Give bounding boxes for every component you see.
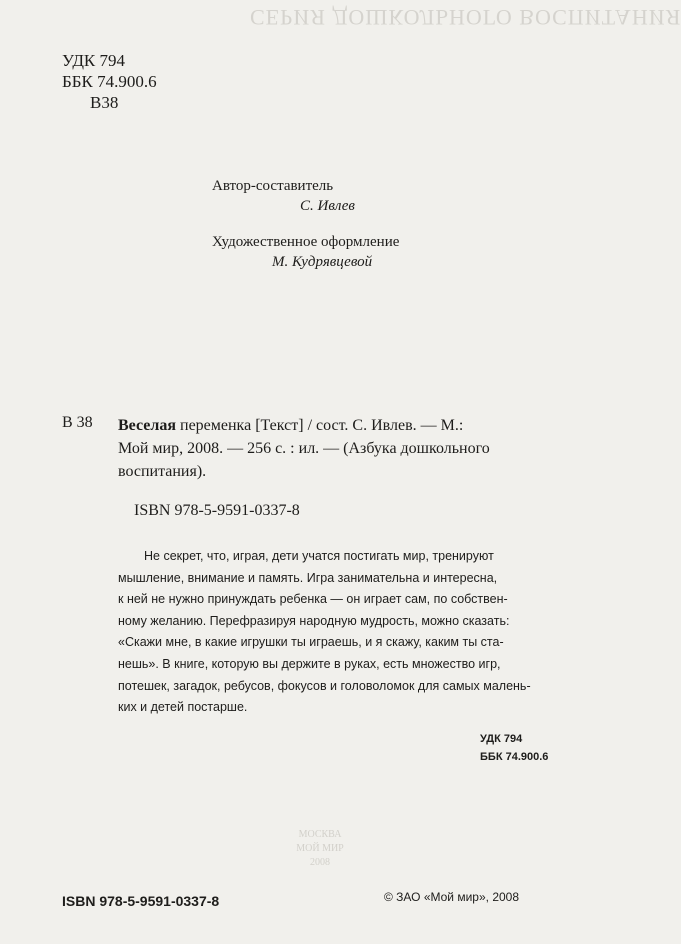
annotation-line: ких и детей постарше. xyxy=(118,700,248,715)
annotation-line: к ней не нужно принуждать ребенка — он играет сам, по собствен- xyxy=(118,592,508,607)
bleed-through-header: СЕРИЯ ДОШКОЛЬНОГО ВОСПИТАНИЯ xyxy=(250,5,681,30)
stamp-line: 2008 xyxy=(310,857,330,868)
catalog-code: В 38 xyxy=(62,414,93,431)
udk-code-bottom: УДК 794 xyxy=(480,733,523,745)
annotation-line: потешек, загадок, ребусов, фокусов и головоломок для самых малень- xyxy=(118,678,531,693)
annotation-line: Не секрет, что, играя, дети учатся постигать мир, тренируют xyxy=(144,549,494,563)
classification-bottom xyxy=(480,730,548,766)
faint-stamp xyxy=(260,828,380,928)
book-title-bold: Веселая xyxy=(118,417,176,434)
bbk-code: ББК 74.900.6 xyxy=(62,72,157,91)
catalog-line-2: Мой мир, 2008. — 256 с. : ил. — (Азбука дошкольного xyxy=(118,440,490,457)
classification-top xyxy=(62,50,157,113)
annotation-line: «Скажи мне, в какие игрушки ты играешь, и я скажу, каким ты ста- xyxy=(118,635,504,650)
stamp-line: МОЙ МИР xyxy=(296,843,344,854)
catalog-line-1 xyxy=(118,414,604,437)
author-mark: В38 xyxy=(90,93,119,112)
annotation-line: ному желанию. Перефразируя народную мудрость, можно сказать: xyxy=(118,613,510,628)
catalog-line-1-rest: переменка [Текст] / сост. С. Ивлев. — М.: xyxy=(176,417,464,434)
catalog-entry xyxy=(118,414,604,483)
stamp-line: МОСКВА xyxy=(298,829,342,840)
annotation-line: нешь». В книге, которую вы держите в руках, есть множество игр, xyxy=(118,656,501,671)
bbk-code-bottom: ББК 74.900.6 xyxy=(480,751,549,763)
isbn-catalog: ISBN 978-5-9591-0337-8 xyxy=(134,502,300,519)
annotation xyxy=(118,546,604,719)
udk-code: УДК 794 xyxy=(62,51,126,70)
annotation-line: мышление, внимание и память. Игра занимательна и интересна, xyxy=(118,570,498,585)
compiler-label: Автор-составитель xyxy=(212,178,334,194)
catalog-line-3: воспитания). xyxy=(118,463,207,480)
compiler-name: С. Ивлев xyxy=(300,198,355,214)
design-label: Художественное оформление xyxy=(212,234,400,250)
design-name: М. Кудрявцевой xyxy=(272,254,373,270)
copyright-notice: © ЗАО «Мой мир», 2008 xyxy=(384,890,520,904)
credits-block xyxy=(212,176,399,272)
isbn-footer: ISBN 978-5-9591-0337-8 xyxy=(62,893,220,909)
